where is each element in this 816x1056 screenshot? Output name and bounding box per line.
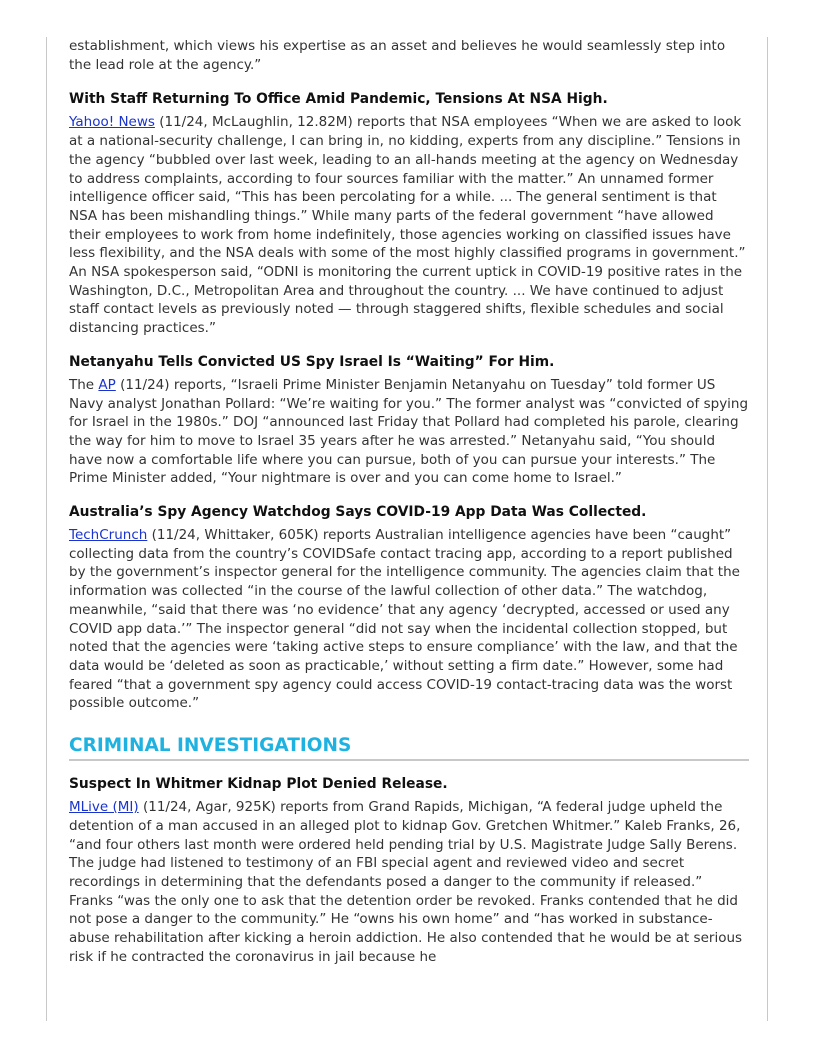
article-text: (11/24, Whittaker, 605K) reports Australian intelligence agencies have been “caught” collecting data from the country’s COVIDSafe contact tracing app, according to a report published by the government’s inspector general for the intelligence community. The agencies claim that the information was collected “in the course of the lawful collection of other data.” The watchdog, meanwhile, “said that there was ‘no evidence’ that any agency ‘decrypted, accessed or used any COVID app data.’” The inspector general “did not say when the incidental collection stopped, but noted that the agencies were ‘taking active steps to ensure compliance’ with the law, and that the data would be ‘deleted as soon as practicable,’ without setting a firm date.” However, some had feared “that a government spy agency could access COVID-19 contact-tracing data was the worst possible outcome.” — [69, 527, 740, 712]
article-text: (11/24, McLaughlin, 12.82M) reports that NSA employees “When we are asked to look at a national-security challenge, I can bring in, no kidding, experts from any discipline.” Tensions in the agency “bubbled over last week, leading to an all-hands meeting at the agency on Wednesday to address complaints, according to four sources familiar with the matter.” An unnamed former intelligence officer said, “This has been percolating for a while. ... The general sentiment is that NSA has been mishandling things.” While many parts of the federal government “have allowed their employees to work from home indefinitely, those agencies working on classified issues have less flexibility, and the NSA deals with some of the most highly classified programs in government.” An NSA spokesperson said, “ODNI is monitoring the current uptick in COVID-19 positive rates in the Washington, D.C., Metropolitan Area and throughout the country. ... We have continued to adjust staff contact levels as previously noted — through staggered shifts, flexible schedules and social distancing practices.” — [69, 114, 746, 337]
article-body — [69, 798, 749, 966]
article-prefix: The — [69, 376, 99, 393]
page-frame — [46, 37, 768, 1021]
lead-fragment: establishment, which views his expertise as an asset and believes he would seamlessly step into the lead role at the agency.” — [69, 38, 726, 73]
article-body — [69, 526, 749, 713]
source-link[interactable]: Yahoo! News — [69, 114, 155, 131]
article-headline: With Staff Returning To Office Amid Pandemic, Tensions At NSA High. — [69, 91, 608, 108]
article-text: (11/24) reports, “Israeli Prime Minister Benjamin Netanyahu on Tuesday” told former US Navy analyst Jonathan Pollard: “We’re waiting for you.” The former analyst was “convicted of spying for Israel in the 1980s.” DOJ “announced last Friday that Pollard had completed his parole, clearing the way for him to move to Israel 35 years after he was arrested.” Netanyahu said, “You should have now a comfortable life where you can pursue, both of you can pursue your interests.” The Prime Minister added, “Your nightmare is over and you can come home to Israel.” — [69, 376, 749, 487]
source-link[interactable]: TechCrunch — [69, 527, 148, 544]
source-link[interactable]: AP — [98, 376, 116, 393]
article-body — [69, 376, 749, 488]
source-link[interactable]: MLive (MI) — [69, 799, 139, 816]
article-text: (11/24, Agar, 925K) reports from Grand Rapids, Michigan, “A federal judge upheld the detention of a man accused in an alleged plot to kidnap Gov. Gretchen Whitmer.” Kaleb Franks, 26, “and four others last month were ordered held pending trial by U.S. Magistrate Judge Sally Berens. The judge had listened to testimony of an FBI special agent and reviewed video and secret recordings in determining that the defendants posed a danger to the community if released.” Franks “was the only one to ask that the detention order be revoked. Franks contended that he did not pose a danger to the community.” He “owns his own home” and “has worked in substance-abuse rehabilitation after kicking a heroin addiction. He also contended that he would be at serious risk if he contracted the coronavirus in jail because he — [69, 799, 743, 965]
section-title: CRIMINAL INVESTIGATIONS — [69, 734, 749, 761]
article-headline: Netanyahu Tells Convicted US Spy Israel Is “Waiting” For Him. — [69, 353, 555, 370]
article-headline: Australia’s Spy Agency Watchdog Says COVID-19 App Data Was Collected. — [69, 504, 647, 521]
newsletter-content — [69, 37, 749, 966]
article-headline: Suspect In Whitmer Kidnap Plot Denied Release. — [69, 776, 448, 793]
article-body — [69, 113, 749, 337]
